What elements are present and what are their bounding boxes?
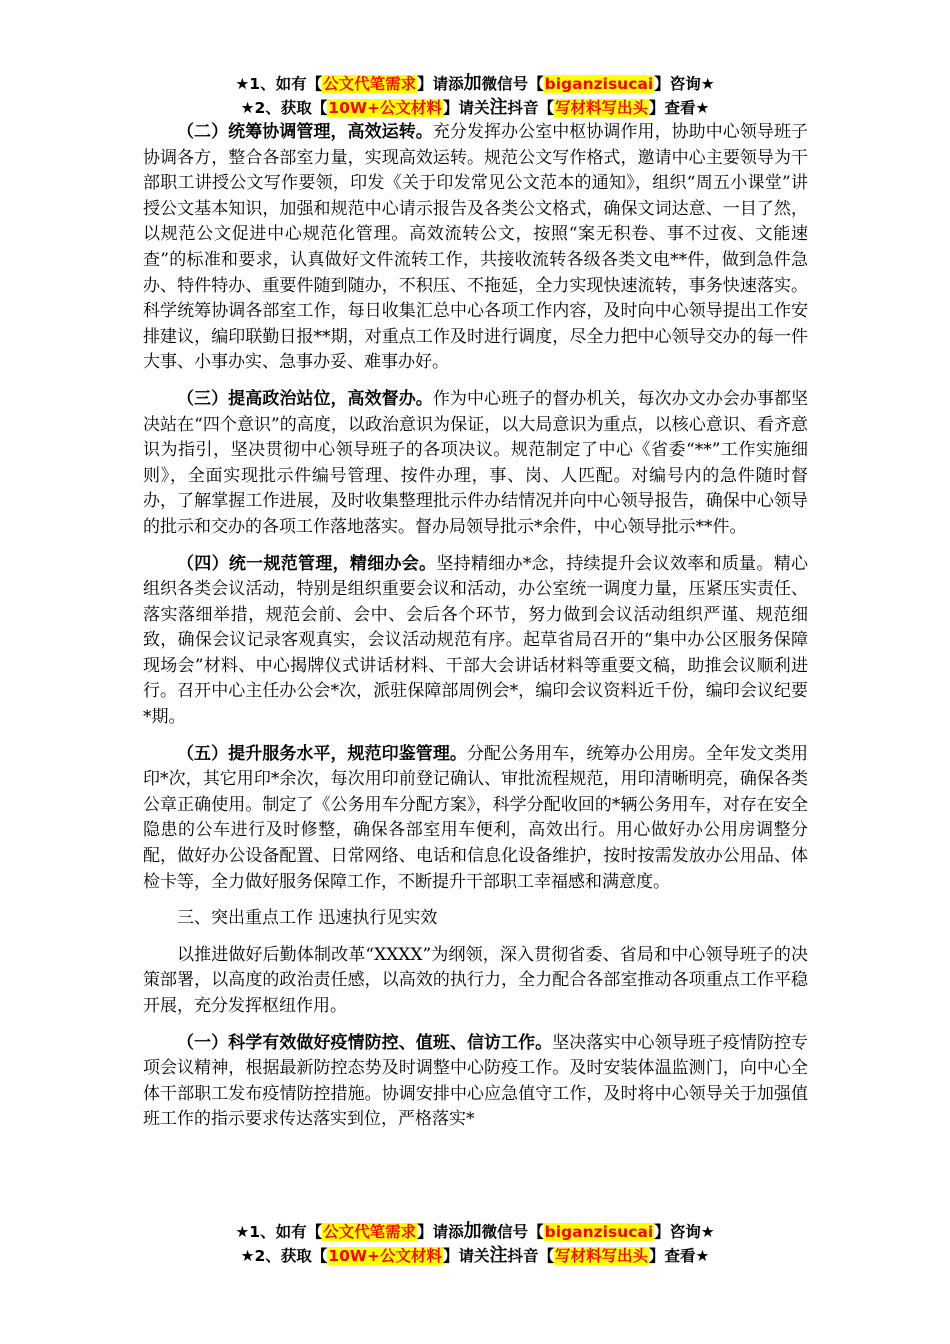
promo-line-1 — [0, 72, 950, 96]
paragraph-lead: （二）统筹协调管理，高效运转。 — [177, 122, 433, 142]
promo-text: 】请关 — [442, 1247, 490, 1265]
promo-highlight: 公文代笔需求 — [323, 75, 417, 93]
promo-text: 】咨询★ — [654, 1223, 715, 1241]
paragraph-text: 充分发挥办公室中枢协调作用，协助中心领导班子协调各方，整合各部室力量，实现高效运转。规范公文写作格式，邀请中心主要领导为干部职工讲授公文写作要领，印发《关于印发常见公文范本的通知》，组织“周五小课堂”讲授公文基本知识，加强和规范中心请示报告及各类公文格式，确保文词达意、一目了然，以规范公文促进中心规范化管理。高效流转公文，按照“案无积卷、事不过夜、文能速查”的标准和要求，认真做好文件流转工作，共接收流转各级各类文电**件，做到急件急办、特件特办、重要件随到随办，不积压、不拖延，全力实现快速流转，事务快速落实。科学统筹协调各部室工作，每日收集汇总中心各项工作内容，及时向中心领导提出工作安排建议，编印联勤日报**期，对重点工作及时进行调度，尽全力把中心领导交办的每一件大事、小事办实、急事办妥、难事办好。 — [143, 122, 809, 373]
paragraph-text: 作为中心班子的督办机关，每次办文办会办事都坚决站在“四个意识”的高度，以政治意识为保证，以大局意识为重点，以核心意识、看齐意识为指引，坚决贯彻中心领导班子的各项决议。规范制定了中心《省委“**”工作实施细则》，全面实现批示件编号管理、按件办理，事、岗、人匹配。对编号内的急件随时督办，了解掌握工作进展，及时收集整理批示件办结情况并向中心领导报告，确保中心领导的批示和交办的各项工作落地落实。督办局领导批示*余件，中心领导批示**件。 — [143, 388, 809, 537]
promo-highlight: 写材料写出头 — [554, 99, 648, 117]
promo-text: ★2、获取【 — [240, 1247, 328, 1265]
promo-highlight: 10W+公文材料 — [328, 1247, 442, 1265]
promo-text: 】请关 — [442, 99, 490, 117]
promo-highlight: biganzisucai — [544, 75, 654, 93]
paragraph-text: 坚持精细办*念，持续提升会议效率和质量。精心组织各类会议活动，特别是组织重要会议和活动，办公室统一调度力量，压紧压实责任、落实落细举措，规范会前、会中、会后各个环节，努力做到会议活动组织严谨、规范细致，确保会议记录客观真实，会议活动规范有序。起草省局召开的“集中办公区服务保障现场会”材料、中心揭牌仪式讲话材料、干部大会讲话材料等重要文稿，助推会议顺利进行。召开中心主任办公会*次，派驻保障部周例会*，编印会议资料近千份，编印会议纪要*期。 — [143, 553, 808, 728]
promo-text: 加 — [463, 73, 482, 94]
document-body — [143, 120, 808, 1144]
promo-line-2 — [0, 1244, 950, 1268]
paragraph-lead: （五）提升服务水平，规范印鉴管理。 — [177, 743, 467, 764]
paragraph — [143, 742, 808, 896]
promo-text: 】咨询★ — [654, 75, 715, 93]
promo-text: 】请添 — [417, 75, 464, 93]
promo-text: 抖音【 — [507, 1247, 554, 1265]
promo-highlight: 10W+公文材料 — [328, 99, 442, 117]
promo-text: ★2、获取【 — [240, 99, 328, 117]
promo-text: ★1、如有【 — [235, 75, 323, 93]
promo-text: 抖音【 — [507, 99, 554, 117]
promo-line-2 — [0, 96, 950, 120]
promo-text: 微信号【 — [481, 75, 544, 93]
promo-highlight: 写材料写出头 — [554, 1247, 648, 1265]
promo-highlight: biganzisucai — [544, 1223, 654, 1241]
paragraph-lead: （三）提高政治站位，高效督办。 — [177, 388, 433, 409]
promo-banner-top — [0, 72, 950, 120]
promo-text: 加 — [463, 1221, 482, 1242]
promo-text: 微信号【 — [481, 1223, 544, 1241]
promo-text: 注 — [489, 1245, 508, 1266]
paragraph — [143, 1031, 808, 1133]
paragraph-lead: （一）科学有效做好疫情防控、值班、信访工作。 — [177, 1032, 553, 1053]
paragraph — [143, 120, 808, 376]
paragraph-text: 坚决落实中心领导班子疫情防控专项会议精神，根据最新防控态势及时调整中心防疫工作。及时安装体温监测门，向中心全体干部职工发布疫情防控措施。协调安排中心应急值守工作，及时将中心领导关于加强值班工作的指示要求传达落实到位，严格落实* — [143, 1032, 809, 1130]
promo-line-1 — [0, 1220, 950, 1244]
promo-text: 】查看★ — [648, 1247, 710, 1265]
promo-highlight: 公文代笔需求 — [323, 1223, 417, 1241]
promo-text: ★1、如有【 — [235, 1223, 323, 1241]
paragraph-text: 分配公务用车，统筹办公用房。全年发文类用印*次，其它用印*余次，每次用印前登记确认、审批流程规范，用印清晰明亮，确保各类公章正确使用。制定了《公务用车分配方案》，科学分配收回的*辆公务用车，对存在安全隐患的公车进行及时修整，确保各部室用车便利，高效出行。用心做好办公用房调整分配，做好办公设备配置、日常网络、电话和信息化设备维护，按时按需发放办公用品、体检卡等，全力做好服务保障工作，不断提升干部职工幸福感和满意度。 — [143, 743, 809, 892]
section-heading: 三、突出重点工作 迅速执行见实效 — [177, 908, 438, 929]
paragraph-lead: （四）统一规范管理，精细办会。 — [177, 553, 437, 574]
paragraph — [143, 552, 808, 731]
promo-text: 】请添 — [417, 1223, 464, 1241]
promo-banner-bottom — [0, 1220, 950, 1268]
promo-text: 注 — [489, 97, 508, 118]
intro-paragraph: 以推进做好后勤体制改革“XXXX”为纲领，深入贯彻省委、省局和中心领导班子的决策部署，以高度的政治责任感，以高效的执行力，全力配合各部室推动各项重点工作平稳开展，充分发挥枢纽作用。 — [143, 944, 808, 1016]
promo-text: 】查看★ — [648, 99, 710, 117]
paragraph — [143, 387, 808, 541]
